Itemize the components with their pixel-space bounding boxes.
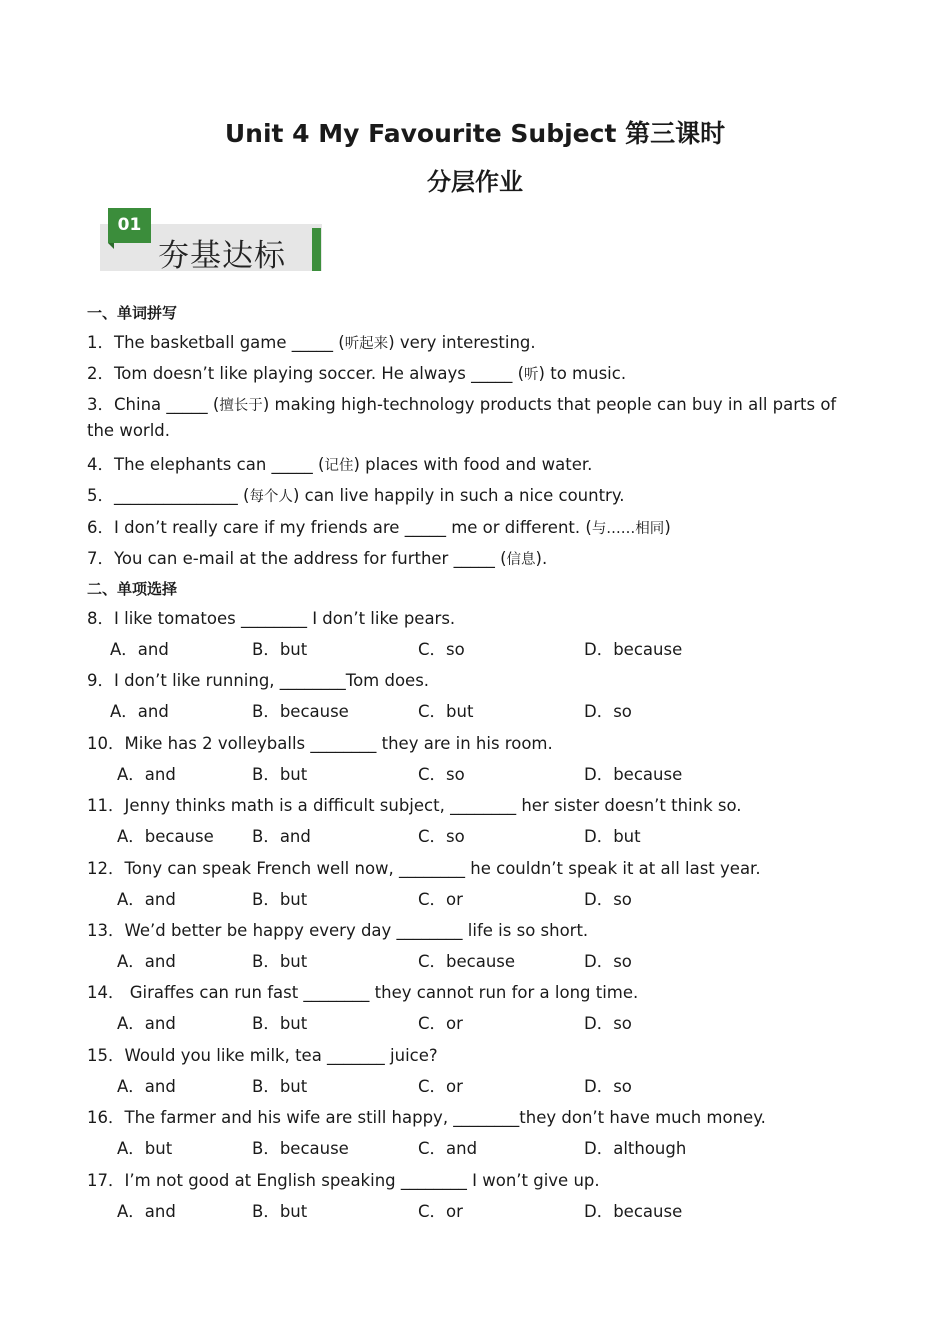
answer-option[interactable]: C．because bbox=[418, 952, 516, 971]
answer-option[interactable]: A．but bbox=[117, 1139, 173, 1159]
answer-option[interactable]: B．but bbox=[252, 952, 308, 971]
answer-option[interactable]: C．or bbox=[418, 1201, 463, 1221]
item-number: 4． bbox=[87, 455, 114, 474]
spelling-item bbox=[87, 329, 536, 353]
answer-option[interactable]: C．so bbox=[418, 764, 465, 784]
spelling-item bbox=[87, 451, 592, 475]
spelling-item bbox=[87, 482, 625, 506]
answer-option[interactable]: C．so bbox=[418, 640, 465, 659]
question-text: 17．I’m not good at English speaking ________ I won’t give up. bbox=[87, 1170, 600, 1190]
item-text-end: ) to music. bbox=[538, 364, 627, 383]
answer-option[interactable]: A．and bbox=[117, 952, 176, 971]
answer-option[interactable]: B．because bbox=[252, 1139, 349, 1159]
item-chinese-hint: 听 bbox=[524, 367, 539, 383]
answer-option[interactable]: D．so bbox=[584, 952, 632, 971]
answer-option[interactable]: C．but bbox=[418, 702, 474, 722]
spelling-item bbox=[87, 514, 671, 538]
answer-option[interactable]: C．or bbox=[418, 1014, 463, 1034]
banner-accent-bar bbox=[312, 228, 321, 271]
answer-option[interactable]: B．because bbox=[252, 702, 349, 722]
answer-option[interactable]: D．so bbox=[584, 889, 632, 909]
question-text: 15．Would you like milk, tea _______ juice? bbox=[87, 1045, 438, 1065]
spelling-item bbox=[87, 545, 547, 569]
item-chinese-hint: 信息 bbox=[506, 552, 536, 568]
section1-title: 一、单词拼写 bbox=[87, 304, 178, 322]
answer-option[interactable]: B．but bbox=[252, 1201, 308, 1221]
item-chinese-hint: 与……相同 bbox=[591, 521, 665, 537]
answer-option[interactable]: A．and bbox=[117, 1201, 176, 1221]
answer-option[interactable]: A．because bbox=[117, 827, 214, 847]
answer-option[interactable]: D．but bbox=[584, 827, 641, 847]
item-number: 5． bbox=[87, 486, 114, 505]
item-text: the world. bbox=[87, 421, 170, 440]
answer-option[interactable]: D．because bbox=[584, 764, 683, 784]
item-text-end: ) bbox=[664, 518, 671, 537]
answer-option[interactable]: A．and bbox=[110, 640, 169, 659]
answer-option[interactable]: A．and bbox=[110, 702, 169, 722]
item-text: You can e-mail at the address for further _____ ( bbox=[114, 549, 507, 568]
item-text-end: ) can live happily in such a nice country. bbox=[292, 486, 625, 505]
item-chinese-hint: 听起来 bbox=[344, 336, 389, 352]
answer-option[interactable]: D．so bbox=[584, 1076, 632, 1096]
page-subtitle: 分层作业 bbox=[427, 168, 523, 196]
question-text: 13．We’d better be happy every day ________ life is so short. bbox=[87, 921, 589, 940]
question-text: 11．Jenny thinks math is a difficult subject, ________ her sister doesn’t think so. bbox=[87, 796, 742, 816]
answer-option[interactable]: A．and bbox=[117, 764, 176, 784]
answer-option[interactable]: C．or bbox=[418, 1076, 463, 1096]
answer-option[interactable]: D．although bbox=[584, 1139, 687, 1159]
item-chinese-hint: 记住 bbox=[324, 458, 354, 474]
question-text: 14． Giraffes can run fast ________ they cannot run for a long time. bbox=[87, 983, 639, 1003]
item-text-end: ). bbox=[535, 549, 548, 568]
question-text: 16．The farmer and his wife are still happy, ________they don’t have much money. bbox=[87, 1108, 766, 1128]
item-text: China _____ ( bbox=[114, 395, 220, 414]
question-text: 8．I like tomatoes ________ I don’t like pears. bbox=[87, 609, 456, 628]
answer-option[interactable]: B．but bbox=[252, 764, 308, 784]
item-text-end: ) making high-technology products that people can buy in all parts of bbox=[262, 395, 837, 414]
answer-option[interactable]: D．because bbox=[584, 1201, 683, 1221]
item-chinese-hint: 擅长于 bbox=[219, 398, 263, 414]
answer-option[interactable]: D．because bbox=[584, 640, 683, 659]
item-text: I don’t really care if my friends are _____ me or different. ( bbox=[114, 518, 592, 537]
answer-option[interactable]: A．and bbox=[117, 889, 176, 909]
answer-option[interactable]: A．and bbox=[117, 1014, 176, 1034]
answer-option[interactable]: D．so bbox=[584, 1014, 632, 1034]
answer-option[interactable]: B．but bbox=[252, 889, 308, 909]
item-text-end: ) places with food and water. bbox=[353, 455, 593, 474]
item-number: 6． bbox=[87, 518, 114, 537]
item-chinese-hint: 每个人 bbox=[249, 489, 293, 505]
answer-option[interactable]: B．but bbox=[252, 1076, 308, 1096]
answer-option[interactable]: B．and bbox=[252, 827, 311, 847]
question-text: 12．Tony can speak French well now, ________ he couldn’t speak it at all last year. bbox=[87, 858, 761, 878]
section2-title: 二、单项选择 bbox=[87, 580, 178, 598]
answer-option[interactable]: B．but bbox=[252, 1014, 308, 1034]
banner-number-tab: 01 bbox=[108, 208, 151, 243]
item-text: The elephants can _____ ( bbox=[114, 455, 325, 474]
banner-text: 夯基达标 bbox=[158, 238, 286, 274]
spelling-item bbox=[87, 360, 626, 384]
item-number: 7． bbox=[87, 549, 114, 568]
answer-option[interactable]: B．but bbox=[252, 640, 308, 659]
section-banner bbox=[98, 208, 324, 272]
question-text: 9．I don’t like running, ________Tom does. bbox=[87, 671, 430, 691]
answer-option[interactable]: C．so bbox=[418, 827, 465, 847]
item-number: 2． bbox=[87, 364, 114, 383]
spelling-item bbox=[87, 391, 836, 415]
item-number: 3． bbox=[87, 395, 114, 414]
item-text: _______________ ( bbox=[114, 486, 250, 505]
answer-option[interactable]: C．or bbox=[418, 889, 463, 909]
answer-option[interactable]: C．and bbox=[418, 1139, 478, 1159]
spelling-item bbox=[87, 421, 170, 440]
item-text: Tom doesn’t like playing soccer. He always _____ ( bbox=[114, 364, 525, 383]
item-text: The basketball game _____ ( bbox=[114, 333, 345, 352]
page-title: Unit 4 My Favourite Subject 第三课时 bbox=[224, 119, 726, 148]
question-text: 10．Mike has 2 volleyballs ________ they are in his room. bbox=[87, 733, 553, 753]
item-text-end: ) very interesting. bbox=[388, 333, 536, 352]
answer-option[interactable]: D．so bbox=[584, 702, 632, 722]
item-number: 1． bbox=[87, 333, 114, 352]
answer-option[interactable]: A．and bbox=[117, 1076, 176, 1096]
